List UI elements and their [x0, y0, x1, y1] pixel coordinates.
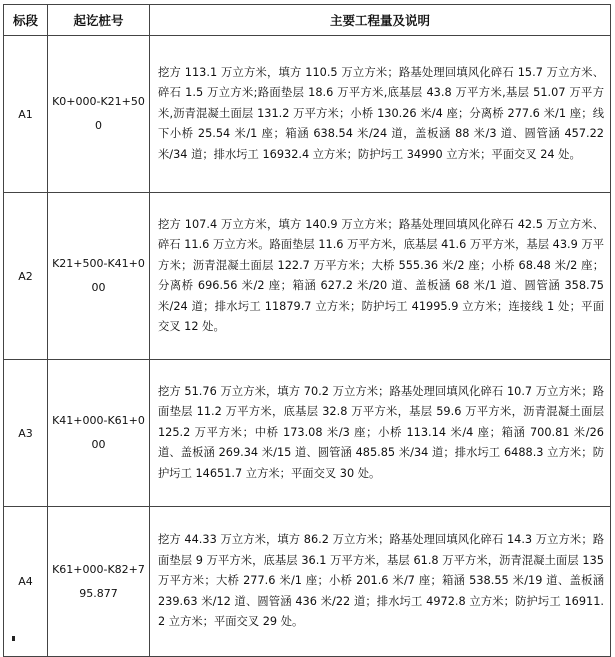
description-cell: 挖方 107.4 万立方米，填方 140.9 万立方米；路基处理回填风化碎石 42.5 万立方米、碎石 11.6 万立方米。路面垫层 11.6 万平方米，底基层 41.6 万平方米，基层 43.9 万平方米；沥青混凝土面层 122.7 万平方米；大桥 555.36 米/2 座；小桥 68.48 米/2 座；分离桥 696.56 米/2 座；箱涵 627.2 米/20 道、盖板涵 68 米/1 道、圆管涵 358.75 米/24 道；排水圬工 11879.7 立方米；防护圬工 41995.9 立方米；连接线 1 处；平面交叉 12 处。 [150, 193, 611, 360]
header-section: 标段 [4, 5, 48, 36]
section-cell: A4 [4, 507, 48, 657]
description-cell: 挖方 44.33 万立方米，填方 86.2 万立方米；路基处理回填风化碎石 14.3 万立方米；路面垫层 9 万平方米，底基层 36.1 万平方米，基层 61.8 万平方米，沥青混凝土面层 135 万平方米；大桥 277.6 米/1 座；小桥 201.6 米/7 座；箱涵 538.55 米/19 道、盖板涵 239.63 米/12 道、圆管涵 436 米/22 道；排水圬工 4972.8 立方米；防护圬工 16911.2 立方米；平面交叉 29 处。 [150, 507, 611, 657]
table-row [4, 36, 611, 193]
header-station: 起讫桩号 [48, 5, 150, 36]
quantities-table [3, 4, 611, 657]
header-description: 主要工程量及说明 [150, 5, 611, 36]
station-cell: K61+000-K82+795.877 [48, 507, 150, 657]
description-cell: 挖方 113.1 万立方米，填方 110.5 万立方米；路基处理回填风化碎石 15.7 万立方米、碎石 1.5 万立方米;路面垫层 18.6 万平方米,底基层 43.8 万平方米,基层 51.07 万平方米,沥青混凝土面层 131.2 万平方米；小桥 130.26 米/4 座；分离桥 277.6 米/1 座；线下小桥 25.54 米/1 座；箱涵 638.54 米/24 道，盖板涵 88 米/3 道、圆管涵 457.22 米/34 道；排水圬工 16932.4 立方米；防护圬工 34990 立方米；平面交叉 24 处。 [150, 36, 611, 193]
station-cell: K41+000-K61+000 [48, 360, 150, 507]
station-cell: K21+500-K41+000 [48, 193, 150, 360]
header-row [4, 5, 611, 36]
description-cell: 挖方 51.76 万立方米，填方 70.2 万立方米；路基处理回填风化碎石 10.7 万立方米；路面垫层 11.2 万平方米，底基层 32.8 万平方米，基层 59.6 万平方米，沥青混凝土面层 125.2 万平方米；中桥 173.08 米/3 座；小桥 113.14 米/4 座；箱涵 700.81 米/26 道、盖板涵 269.34 米/15 道、圆管涵 485.85 米/34 道；排水圬工 6488.3 立方米；防护圬工 14651.7 立方米；平面交叉 30 处。 [150, 360, 611, 507]
section-cell: A2 [4, 193, 48, 360]
station-cell: K0+000-K21+500 [48, 36, 150, 193]
section-cell: A1 [4, 36, 48, 193]
table-row [4, 507, 611, 657]
section-cell: A3 [4, 360, 48, 507]
table-row [4, 193, 611, 360]
page-edge-mark [12, 636, 15, 641]
table-row [4, 360, 611, 507]
